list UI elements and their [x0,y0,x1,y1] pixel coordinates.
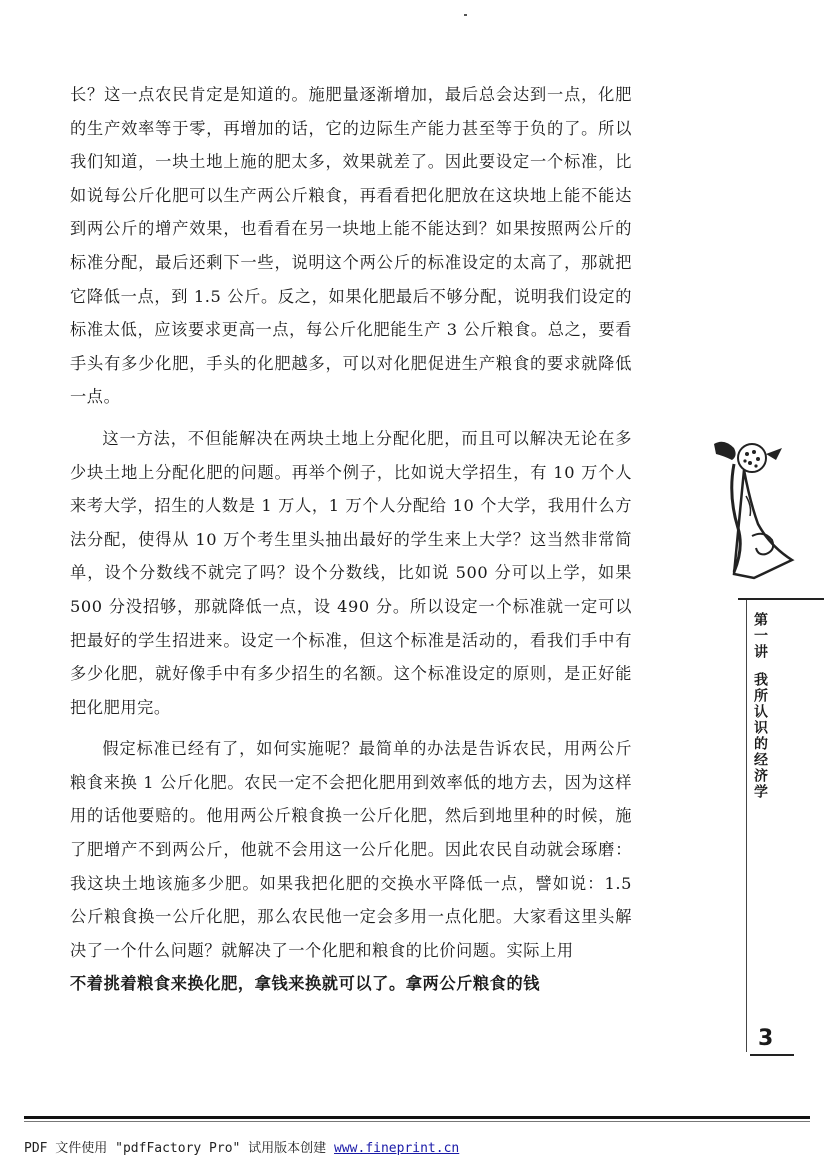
sidebar-vertical-rule [746,600,747,1052]
bird-figure-ornament-icon [694,436,804,584]
footer-rule-thin [24,1121,810,1122]
chapter-title: 我所认识的经济学 [752,672,768,800]
paragraph-4: 不着挑着粮食来换化肥，拿钱来换就可以了。拿两公斤粮食的钱 [70,974,541,994]
paragraph-1: 长？这一点农民肯定是知道的。施肥量逐渐增加，最后总会达到一点，化肥的生产效率等于零，再增加的话，它的边际生产能力甚至等于负的了。所以我们知道，一块土地上施的肥太多，效果就差了。因此要设定一个标准，比如说每公斤化肥可以生产两公斤粮食，再看看把化肥放在这块地上能不能达到两公斤的增产效果，也看看在另一块地上能不能达到？如果按照两公斤的标准分配，最后还剩下一些，说明这个两公斤的标准设定的太高了，那就把它降低一点，到 1.5 公斤。反之，如果化肥最后不够分配，说明我们设定的标准太低，应该要求更高一点，每公斤化肥能生产 3 公斤粮食。总之，要看手头有多少化肥，手头的化肥越多，可以对化肥促进生产粮食的要求就降低一点。 [70,85,632,407]
footer-text: PDF 文件使用 "pdfFactory Pro" 试用版本创建 [24,1141,335,1156]
paragraph-3: 假定标准已经有了，如何实施呢？最简单的办法是告诉农民，用两公斤粮食来换 1 公斤化肥。农民一定不会把化肥用到效率低的地方去，因为这样用的话他要赔的。他用两公斤粮食换一公斤化肥，然后到地里种的时候，施了肥增产不到两公斤，他就不会用这一公斤化肥。因此农民自动就会琢磨：我这块土地该施多少肥。如果我把化肥的交换水平降低一点，譬如说：1.5 公斤粮食换一公斤化肥，那么农民他一定会多用一点化肥。大家看这里头解决了一个什么问题？就解决了一个化肥和粮食的比价问题。实际上用 [70,739,632,960]
page-number-underline [750,1054,794,1056]
top-mark [464,14,467,16]
page-number: 3 [758,1026,774,1051]
footer-rule [24,1116,810,1119]
sidebar-top-rule [738,598,824,600]
footer-link[interactable]: www.fineprint.cn [334,1141,460,1156]
pdf-footer [24,1137,459,1156]
paragraph-2: 这一方法，不但能解决在两块土地上分配化肥，而且可以解决无论在多少块土地上分配化肥的问题。再举个例子，比如说大学招生，有 10 万个人来考大学，招生的人数是 1 万人，1 万个人分配给 10 个大学，我用什么方法分配，使得从 10 万个考生里头抽出最好的学生来上大学？这当然非常简单，设个分数线不就完了吗？设个分数线，比如说 500 分可以上学，如果 500 分没招够，那就降低一点，设 490 分。所以设定一个标准就一定可以把最好的学生招进来。设定一个标准，但这个标准是活动的，看我们手中有多少化肥，就好像手中有多少招生的名额。这个标准设定的原则，是正好能把化肥用完。 [70,428,632,717]
body-text [70,78,632,1001]
chapter-number: 第一讲 [752,612,768,660]
